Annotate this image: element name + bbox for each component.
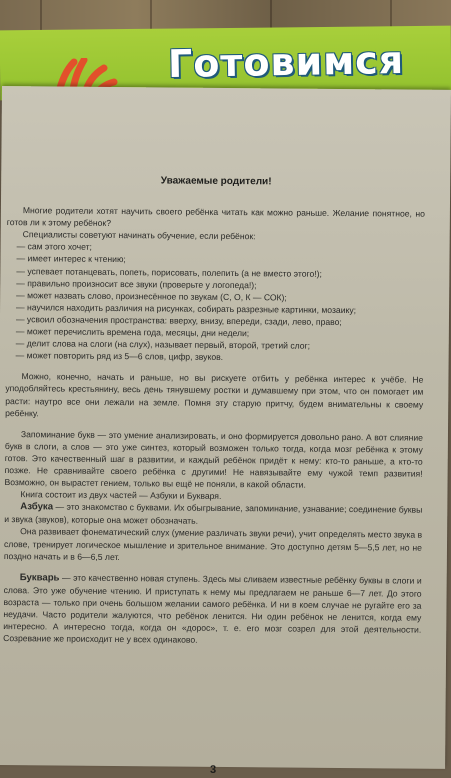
intro-paragraph: Многие родители хотят научить своего ребёнка читать как можно раньше. Желание понятное, но готов ли к этому ребёнок? [6, 205, 425, 229]
book-page [0, 86, 451, 776]
criteria-item: — усвоил обозначения пространства: вверху, внизу, впереди, сзади, лево, право; [15, 314, 342, 327]
criteria-item: — успевает потанцевать, попеть, порисовать, полепить (а не вместо этого!); [16, 265, 322, 279]
page-number: 3 [209, 763, 217, 776]
body-paragraph: Запоминание букв — это умение анализировать, и оно формируется довольно рано. А вот слияние букв в слоги, а слов — это уже синтез, который возможен только тогда, когда мозг ребёнка к этому готов. Это качественный шаг в развитии, и каждый ребёнок придёт к нему: кто-то раньше, а кто-то позже. Не сравнивайте своего ребёнка с другими! Не навязывайте ему чужой темп развития! Возможно, он вырастет гением, только вы ещё не поняли, в какой области. [4, 428, 423, 490]
azbuka-text: — это знакомство с буквами. Их обыгрывание, запоминание, узнавание; соединение буквы и звука (звуков), которые она может обозначать. [4, 501, 423, 527]
bukvar-term: Букварь [19, 571, 60, 584]
body-paragraph: Книга состоит из двух частей — Азбуки и Букваря. [20, 489, 222, 502]
criteria-item: — делит слова на слоги (на слух), называет первый, второй, третий слог; [15, 338, 311, 351]
azbuka-more-paragraph: Она развивает фонематический слух (умение различать звуки речи), учит определять место звука в слове, тренирует логическое мышление и зрительное внимание. Это доступно детям 5—5,5 лет, но не поздно начать и в 6—6,5 лет. [3, 526, 423, 562]
criteria-item: — правильно произносит все звуки (проверьте у логопеда!); [16, 277, 257, 290]
cover-title: Готовимся [167, 37, 405, 87]
criteria-item: — сам этого хочет; [16, 241, 93, 253]
azbuka-term: Азбука [20, 501, 54, 513]
bukvar-text: — это качественно новая ступень. Здесь мы сливаем известные ребёнку буквы в слоги и слова. Это уже обучение чтению. И приступать к нему мы предлагаем не раньше 6—7 лет. До этого возраста — только при очень большом желании самого ребёнка. И ни в коем случае не ругайте его за неудачи. Часто родители жалуются, что ребёнок ленится. Ни один ребёнок не ленится, когда ему интересно. А интересно тогда, когда он «дорос», т. е. его мозг созрел для этой деятельности. Созревание же происходит не у всех одинаково. [3, 572, 422, 645]
page-heading: Уважаемые родители! [160, 175, 272, 188]
criteria-item: — имеет интерес к чтению; [16, 253, 126, 265]
bukvar-paragraph [3, 571, 422, 648]
criteria-item: — научился находить различия на рисунках, собирать разрезные картинки, мозаику; [16, 301, 357, 315]
page-content [3, 174, 425, 648]
azbuka-paragraph [4, 500, 422, 529]
body-paragraph: Можно, конечно, начать и раньше, но вы рискуете отбить у ребёнка интерес к учёбе. Не уподобляйтесь крестьянину, весь день тянувшему ростки и думавшему при этом, что он помогает им расти: наутро все они лежали на земле. Помня эту старую притчу, будем внимательны к своему ребёнку. [5, 371, 424, 418]
criteria-item: — может перечислить времена года, месяцы, дни недели; [15, 326, 250, 339]
criteria-item: — может повторить ряд из 5—6 слов, цифр, звуков. [15, 350, 224, 363]
intro-paragraph: Специалисты советуют начинать обучение, если ребёнок: [22, 229, 256, 242]
criteria-item: — может назвать слово, произнесённое по звукам (С, О, К — СОК); [16, 289, 287, 303]
